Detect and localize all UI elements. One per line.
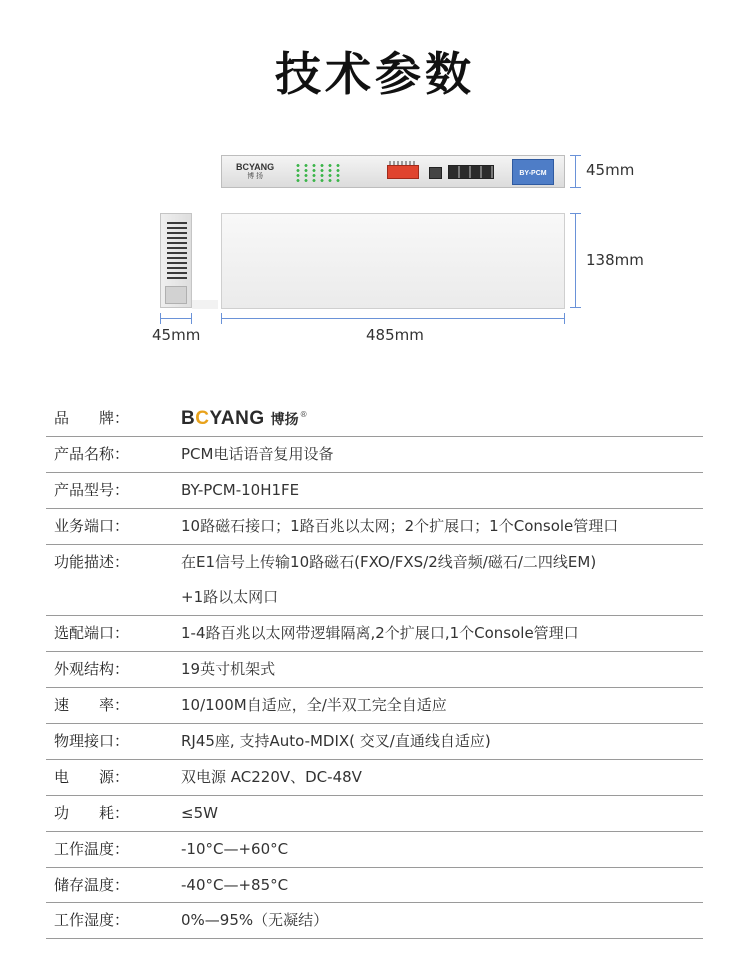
spec-row [46,796,703,832]
spec-label: 品 牌： [54,409,130,427]
vent-grille [167,222,187,282]
side-shadow [192,300,218,309]
device-logo [236,162,274,182]
spec-label: 业务端口： [54,516,130,535]
spec-label: 电 源： [54,767,130,786]
dimension-line-width [221,318,565,319]
spec-table [46,401,703,939]
device-side-panel [160,213,192,308]
spec-row [46,580,703,616]
console-port [429,167,442,179]
device-top-view [221,213,565,309]
dimension-label-height: 45mm [586,161,635,179]
spec-row [46,509,703,545]
spec-value: PCM电话语音复用设备 [181,444,334,463]
spec-row [46,760,703,796]
brand-logo-o: C [195,408,210,429]
rack-bracket [165,286,187,304]
ethernet-ports [448,165,494,179]
device-logo-cn: 博 扬 [247,173,264,180]
dimension-line-height [575,155,576,188]
spec-row [46,868,703,904]
page-title: 技术参数 [275,47,475,101]
spec-value: 10路磁石接口；1路百兆以太网；2个扩展口；1个Console管理口 [181,516,619,535]
spec-row [46,724,703,760]
dip-switch [387,165,419,179]
device-front-panel [221,155,565,188]
spec-label: 功 耗： [54,803,130,822]
spec-row [46,652,703,688]
spec-row [46,903,703,939]
spec-label: 工作温度： [54,839,130,858]
spec-row [46,437,703,473]
spec-value: -10°C—+60°C [181,839,289,858]
spec-label: 选配端口： [54,624,130,643]
spec-value: 1-4路百兆以太网带逻辑隔离,2个扩展口,1个Console管理口 [181,624,579,643]
spec-value: RJ45座, 支持Auto-MDIX( 交叉/直通线自适应) [181,732,491,751]
dimension-label-width: 485mm [366,326,424,344]
spec-label: 物理接口： [54,732,130,751]
brand-logo-cn: 博扬 [270,412,299,428]
spec-row-brand [46,401,703,437]
product-sticker [512,159,554,185]
registered-mark: ® [299,410,308,419]
spec-label: 产品名称： [54,444,130,463]
brand-logo [181,401,308,438]
brand-logo-b: B [181,408,196,429]
spec-value: 在E1信号上传输10路磁石(FXO/FXS/2线音频/磁石/二四线EM) [181,552,597,571]
spec-label: 产品型号： [54,480,130,499]
brand-logo-yang: YANG [209,408,265,429]
spec-label: 储存温度： [54,875,130,894]
spec-value: 0%—95%（无凝结） [181,911,329,930]
spec-label: 速 率： [54,696,130,715]
device-logo-text: BCYANG [236,162,275,172]
spec-value: 双电源 AC220V、DC-48V [181,767,362,786]
dimension-line-side-width [160,318,192,319]
spec-row [46,545,703,581]
dimension-line-depth [575,213,576,308]
spec-value: BY-PCM-10H1FE [181,480,300,499]
spec-row [46,832,703,868]
spec-value: +1路以太网口 [181,588,279,607]
spec-label: 工作湿度： [54,911,130,930]
spec-row [46,688,703,724]
dimension-label-side-width: 45mm [152,326,201,344]
spec-value: -40°C—+85°C [181,875,289,894]
spec-label: 功能描述： [54,552,130,571]
spec-row [46,616,703,652]
sticker-model: BY-PCM [519,170,547,177]
dimension-label-depth: 138mm [586,251,644,269]
status-leds [294,163,342,183]
spec-value: ≤5W [181,803,218,822]
spec-label: 外观结构： [54,660,130,679]
spec-value: 10/100M自适应，全/半双工完全自适应 [181,696,447,715]
spec-row [46,473,703,509]
spec-value: 19英寸机架式 [181,660,276,679]
